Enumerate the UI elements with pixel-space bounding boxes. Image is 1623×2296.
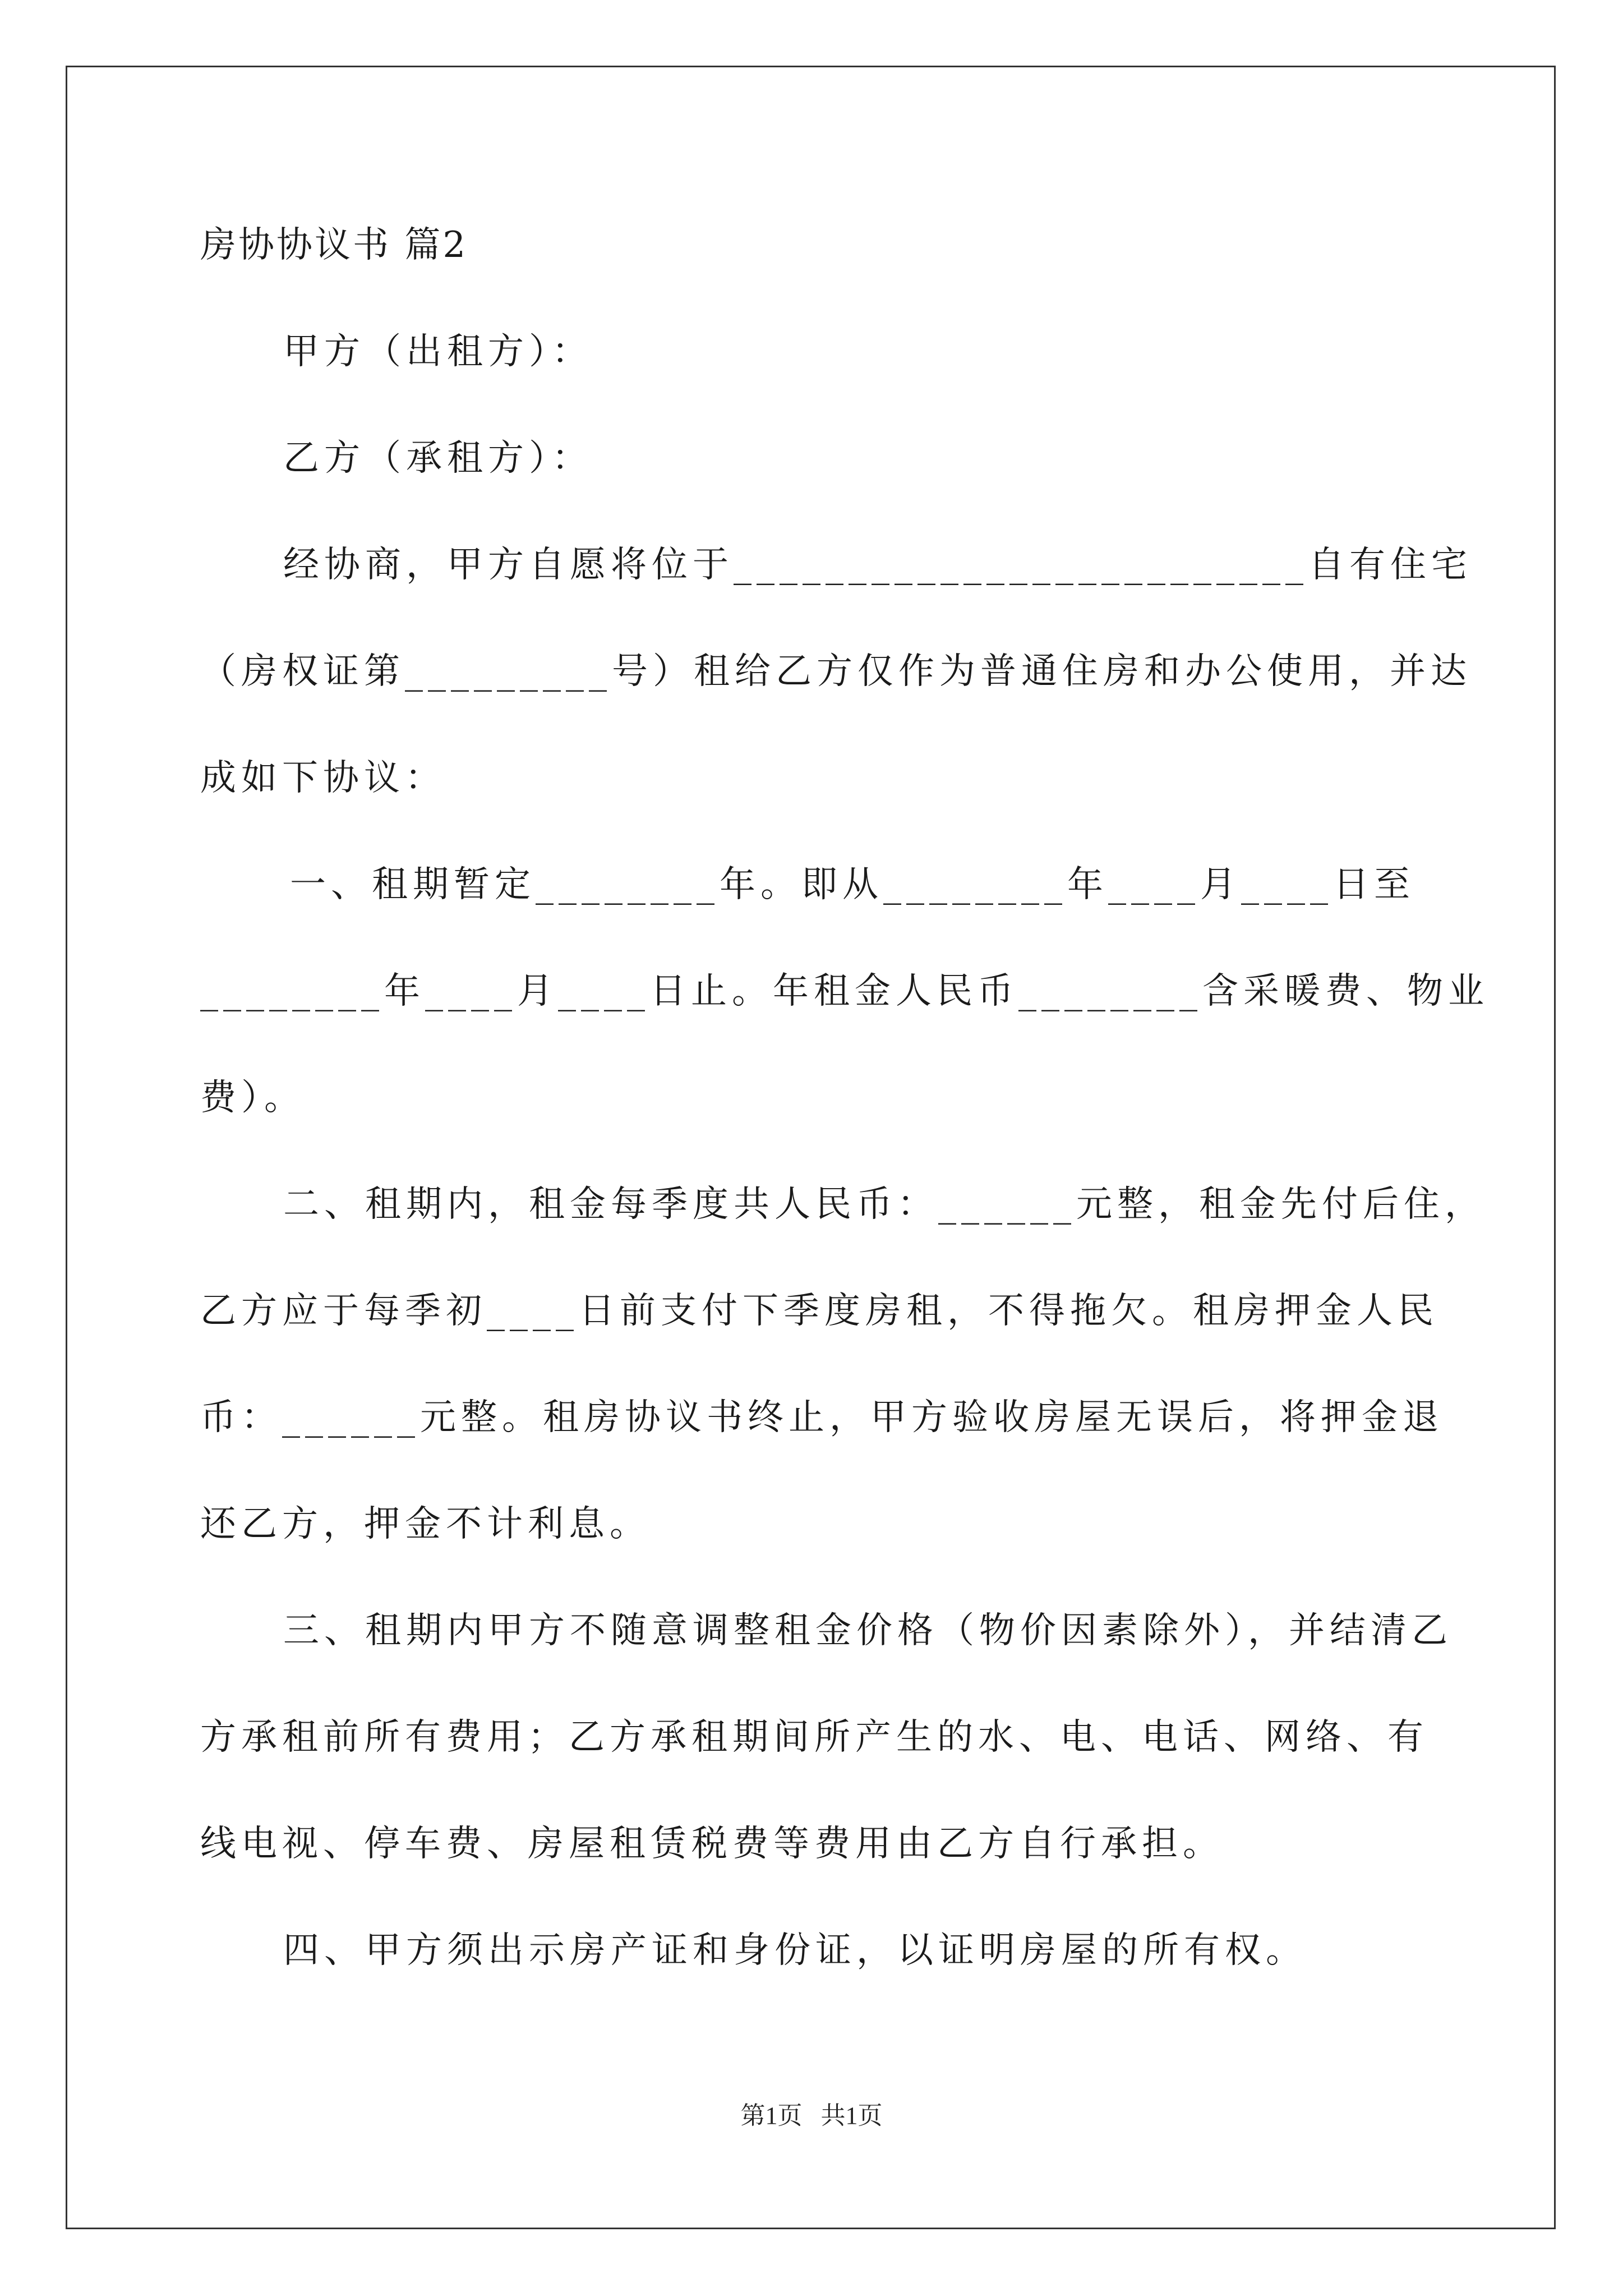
paragraph-line: 成如下协议： (200, 757, 446, 799)
clause-2-line: 乙方应于每季初____日前支付下季度房租，不得拖欠。租房押金人民 (200, 1290, 1438, 1332)
page-border (66, 66, 1556, 2229)
document-title: 房协协议书 篇2 (200, 224, 468, 266)
clause-3-line: 三、租期内甲方不随意调整租金价格（物价因素除外），并结清乙 (283, 1610, 1453, 1651)
party-b-line: 乙方（承租方）： (283, 438, 593, 479)
paragraph-line: 经协商，甲方自愿将位于_________________________自有住宅 (283, 544, 1472, 586)
clause-2-line: 币：______元整。租房协议书终止，甲方验收房屋无误后，将押金退 (200, 1397, 1444, 1438)
clause-4-line: 四、甲方须出示房产证和身份证，以证明房屋的所有权。 (283, 1930, 1307, 1971)
paragraph-line: （房权证第_________号）租给乙方仅作为普通住房和办公使用，并达 (200, 651, 1472, 692)
clause-1-line: 费）。 (200, 1077, 305, 1119)
page-footer: 第1页 共1页 (740, 2102, 883, 2129)
clause-1-line: ________年____月____日止。年租金人民币________含采暖费、物业 (200, 970, 1489, 1012)
clause-3-line: 方承租前所有费用；乙方承租期间所产生的水、电、电话、网络、有 (200, 1717, 1428, 1758)
party-a-line: 甲方（出租方）： (283, 331, 593, 372)
clause-2-line: 二、租期内，租金每季度共人民币：______元整，租金先付后住， (283, 1184, 1486, 1225)
clause-1-line: 一、租期暂定________年。即从________年____月____日至 (290, 864, 1415, 905)
clause-2-line: 还乙方，押金不计利息。 (200, 1503, 651, 1545)
clause-3-line: 线电视、停车费、房屋租赁税费等费用由乙方自行承担。 (200, 1823, 1224, 1865)
